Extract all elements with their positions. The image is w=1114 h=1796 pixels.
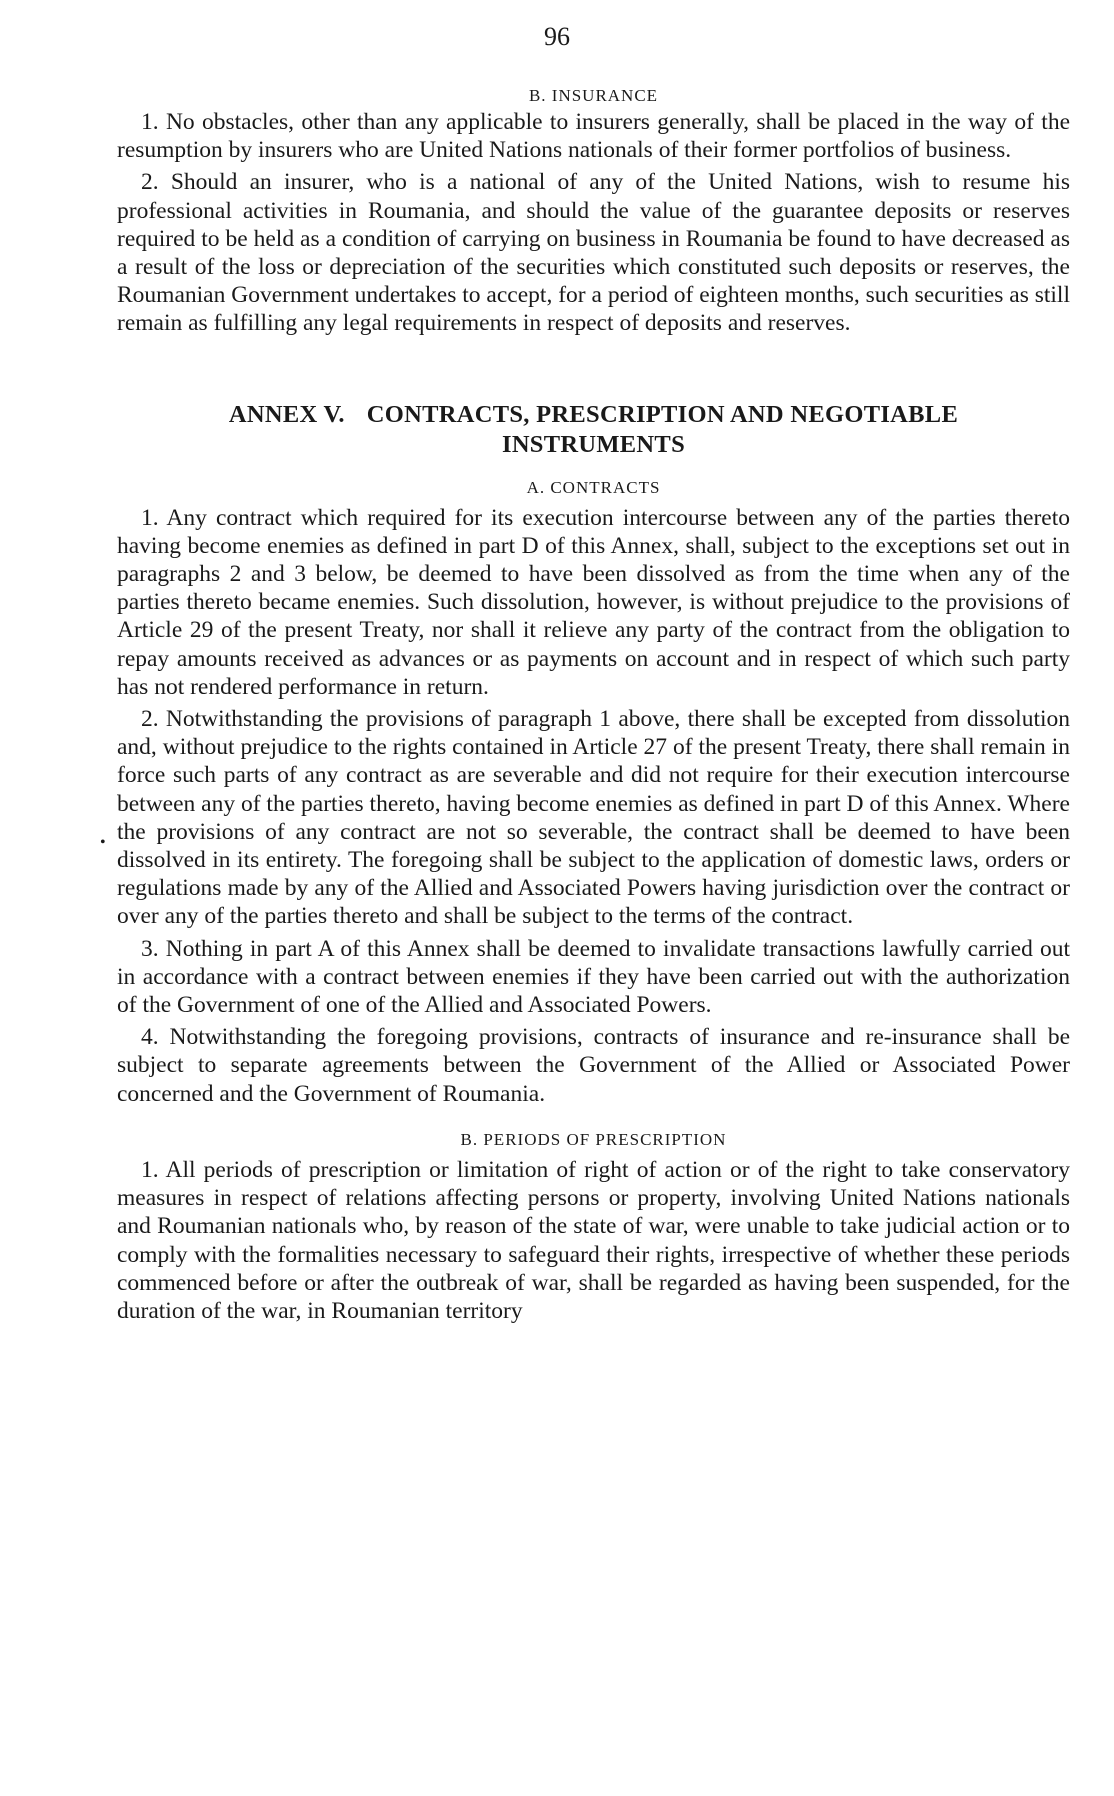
- contracts-paragraph-2: 2. Notwithstanding the provisions of paragraph 1 above, there shall be excepted from dissolution and, without prejudice to the rights contained in Article 27 of the present Treaty, there shall remain in force such parts of any contract as are severable and did not require for their execution intercourse between any of the parties thereto, having become enemies as defined in part D of this Annex. Where the provisions of any contract are not so severable, the contract shall be deemed to have been dissolved in its entirety. The foregoing shall be subject to the application of domestic laws, orders or regulations made by any of the Allied and Associated Powers having jurisdiction over the contract or over any of the parties thereto and shall be subject to the terms of the contract.: [117, 706, 1070, 930]
- annex-label: ANNEX V.: [228, 400, 345, 428]
- section-heading-insurance: B. INSURANCE: [528, 86, 659, 105]
- contracts-paragraph-4: 4. Notwithstanding the foregoing provisions, contracts of insurance and re-insurance shall be subject to separate agreements between the Government of the Allied or Associated Power concerned and the Government of Roumania.: [117, 1024, 1070, 1107]
- section-heading-prescription: B. PERIODS OF PRESCRIPTION: [460, 1129, 727, 1149]
- annex-title-line2: INSTRUMENTS: [501, 430, 685, 458]
- page-number: 96: [544, 22, 570, 51]
- annex-title-line1: CONTRACTS, PRESCRIPTION AND NEGOTIABLE: [366, 400, 959, 428]
- contracts-paragraph-3: 3. Nothing in part A of this Annex shall be deemed to invalidate transactions lawfully carried out in accordance with a contract between enemies if they have been carried out with the authorization of the Government of one of the Allied and Associated Powers.: [117, 935, 1070, 1019]
- page-content: [117, 86, 1070, 1325]
- margin-mark: •: [100, 834, 106, 851]
- annex-title: [117, 400, 1070, 460]
- insurance-paragraph-1: 1. No obstacles, other than any applicable to insurers generally, shall be placed in the way of the resumption by insurers who are United Nations nationals of their former portfolios of business.: [117, 109, 1070, 164]
- section-heading-contracts: A. CONTRACTS: [526, 477, 661, 497]
- insurance-paragraph-2: 2. Should an insurer, who is a national of any of the United Nations, wish to resume his professional activities in Roumania, and should the value of the guarantee deposits or reserves required to be held as a condition of carrying on business in Roumania be found to have decreased as a result of the loss or depreciation of the securities which constituted such deposits or reserves, the Roumanian Government undertakes to accept, for a period of eighteen months, such securities as still remain as fulfilling any legal requirements in respect of deposits and reserves.: [117, 169, 1070, 337]
- contracts-paragraph-1: 1. Any contract which required for its execution intercourse between any of the parties thereto having become enemies as defined in part D of this Annex, shall, subject to the exceptions set out in paragraphs 2 and 3 below, be deemed to have been dissolved as from the time when any of the parties thereto became enemies. Such dissolution, however, is without prejudice to the provisions of Article 29 of the present Treaty, nor shall it relieve any party of the contract from the obligation to repay amounts received as advances or as payments on account and in respect of which such party has not rendered performance in return.: [117, 504, 1070, 700]
- prescription-paragraph-1: 1. All periods of prescription or limitation of right of action or of the right to take conservatory measures in respect of relations affecting persons or property, involving United Nations nationals and Roumanian nationals who, by reason of the state of war, were unable to take judicial action or to comply with the formalities necessary to safeguard their rights, irrespective of whether these periods commenced before or after the outbreak of war, shall be regarded as having been suspended, for the duration of the war, in Roumanian territory: [117, 1156, 1070, 1324]
